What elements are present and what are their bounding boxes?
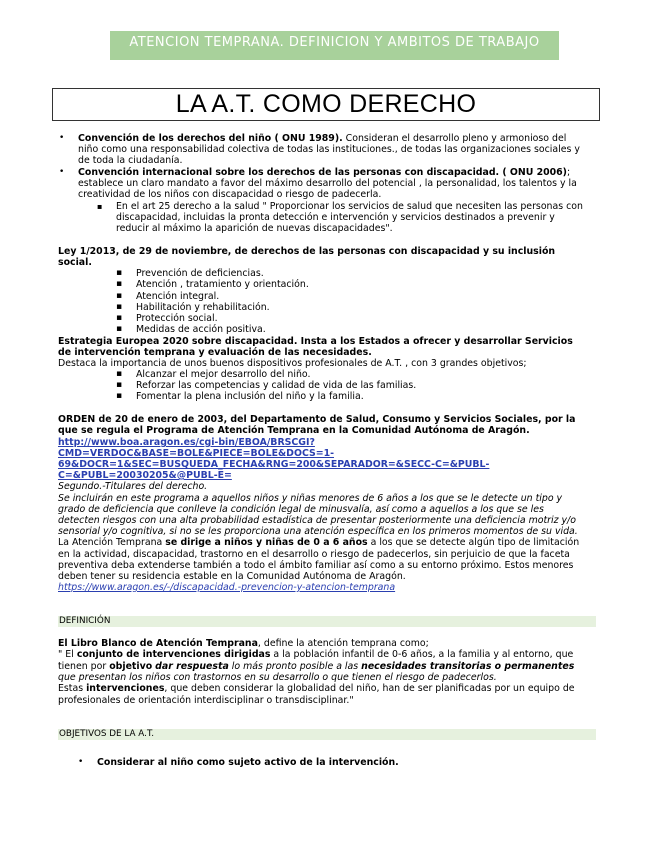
ley-line-2: social. <box>58 257 92 268</box>
bullet-square-icon: ▪ <box>116 268 123 278</box>
definicion-line-3: tienen por objetivo dar respuesta lo más pronto posible a las necesidades transitorias o permanentes <box>58 661 575 672</box>
conv-nino-line-3: de toda la ciudadanía. <box>78 155 183 166</box>
conv-disc-sub-3: reducir al máximo la aparición de nuevas discapacidades". <box>116 223 393 234</box>
ley-item: Medidas de acción positiva. <box>136 324 266 335</box>
ley-item: Atención integral. <box>136 291 220 302</box>
ley-item: Habilitación y rehabilitación. <box>136 302 270 313</box>
boa-link[interactable]: http://www.boa.aragon.es/cgi-bin/EBOA/BRSCGI? <box>58 437 315 448</box>
banner-text: ATENCION TEMPRANA. DEFINICION Y AMBITOS DE TRABAJO <box>129 35 540 50</box>
estrategia-line-3: Destaca la importancia de unos buenos dispositivos profesionales de A.T. , con 3 grandes objetivos; <box>58 358 527 369</box>
bullet-square-icon: ▪ <box>97 202 103 211</box>
estrategia-item: Alcanzar el mejor desarrollo del niño. <box>136 369 311 380</box>
definicion-line-4: que presentan los niños con trastornos en su desarrollo o que tienen el riesgo de padecerlos. <box>58 672 497 683</box>
definicion-line-1: El Libro Blanco de Atención Temprana, define la atención temprana como; <box>58 638 429 649</box>
orden-line-2: que se regula el Programa de Atención Temprana en la Comunidad Autónoma de Aragón. <box>58 425 530 436</box>
bullet-dot-icon: • <box>59 133 65 143</box>
orden-italic-line: grado de deficiencia que conlleve la condición legal de minusvalía, así como a aquellos a los que se les <box>58 504 544 515</box>
orden-segundo: Segundo.-Titulares del derecho. <box>58 481 208 492</box>
conv-nino-line-1: Convención de los derechos del niño ( ONU 1989). Consideran el desarrollo pleno y armonioso del <box>78 133 567 144</box>
orden-para-line-2: en la actividad, discapacidad, trastorno en el desarrollo o riesgo de padecerlos, sin perjuicio de que la faceta <box>58 549 570 560</box>
orden-para-line-4: deben tener su residencia estable en la Comunidad Autónoma de Aragón. <box>58 571 406 582</box>
orden-line-1: ORDEN de 20 de enero de 2003, del Departamento de Salud, Consumo y Servicios Sociales, por la <box>58 414 576 425</box>
page-title: LA A.T. COMO DERECHO <box>175 90 477 118</box>
document-banner <box>110 31 559 60</box>
conv-disc-line-2: establece un claro mandato a favor del máximo desarrollo del potencial , la personalidad, los talentos y la <box>78 178 577 189</box>
orden-italic-line: sensorial y/o cognitiva, si no se les proporciona una atención específica en los primeros momentos de su vida. <box>58 526 578 537</box>
bullet-dot-icon: • <box>78 757 84 767</box>
definicion-line-6: profesionales de orientación interdisciplinar o transdisciplinar." <box>58 695 354 706</box>
ley-line-1: Ley 1/2013, de 29 de noviembre, de derechos de las personas con discapacidad y su inclusión <box>58 246 556 257</box>
objetivos-section-header: OBJETIVOS DE LA A.T. <box>58 729 596 740</box>
bullet-square-icon: ▪ <box>116 313 123 323</box>
page-title-box <box>52 88 600 121</box>
boa-link[interactable]: C=&PUBL=20030205&@PUBL-E= <box>58 470 232 481</box>
definicion-section-header: DEFINICIÓN <box>58 616 596 627</box>
bullet-square-icon: ▪ <box>116 324 123 334</box>
aragon-link[interactable]: https://www.aragon.es/-/discapacidad.-prevencion-y-atencion-temprana <box>58 582 396 593</box>
ley-item: Protección social. <box>136 313 218 324</box>
bullet-square-icon: ▪ <box>116 279 123 289</box>
orden-para-line-3: preventiva deba extenderse también a todo el ámbito familiar así como a su entorno próximo. Estos menores <box>58 560 574 571</box>
conv-disc-line-1: Convención internacional sobre los derechos de las personas con discapacidad. ( ONU 2006); <box>78 167 571 178</box>
bullet-square-icon: ▪ <box>116 302 123 312</box>
bullet-square-icon: ▪ <box>116 369 123 379</box>
bullet-square-icon: ▪ <box>116 391 123 401</box>
ley-item: Atención , tratamiento y orientación. <box>136 279 309 290</box>
estrategia-item: Reforzar las competencias y calidad de vida de las familias. <box>136 380 417 391</box>
boa-link[interactable]: CMD=VERDOC&BASE=BOLE&PIECE=BOLE&DOCS=1- <box>58 448 335 459</box>
bullet-square-icon: ▪ <box>116 291 123 301</box>
objetivos-item: Considerar al niño como sujeto activo de la intervención. <box>97 757 399 768</box>
conv-disc-sub-1: En el art 25 derecho a la salud " Proporcionar los servicios de salud que necesiten las personas con <box>116 201 583 212</box>
conv-disc-sub-2: discapacidad, incluidas la pronta detección e intervención y servicios destinados a prevenir y <box>116 212 555 223</box>
orden-italic-line: detecten riesgos con una alta probabilidad estadística de presentar posteriormente una deficiencia motriz y/o <box>58 515 576 526</box>
conv-nino-line-2: niño como una responsabilidad colectiva de todas las instituciones., de todas las organizaciones sociales y <box>78 144 580 155</box>
estrategia-line-1: Estrategia Europea 2020 sobre discapacidad. Insta a los Estados a ofrecer y desarrollar Servicios <box>58 336 573 347</box>
ley-item: Prevención de deficiencias. <box>136 268 264 279</box>
bullet-square-icon: ▪ <box>116 380 123 390</box>
estrategia-item: Fomentar la plena inclusión del niño y la familia. <box>136 391 364 402</box>
definicion-line-2: " El conjunto de intervenciones dirigidas a la población infantil de 0-6 años, a la familia y al entorno, que <box>58 649 574 660</box>
conv-disc-line-3: creatividad de los niños con discapacidad o riesgo de padecerla. <box>78 189 382 200</box>
definicion-line-5: Estas intervenciones, que deben considerar la globalidad del niño, han de ser planificadas por un equipo de <box>58 683 575 694</box>
estrategia-line-2: de intervención temprana y evaluación de las necesidades. <box>58 347 372 358</box>
boa-link[interactable]: 69&DOCR=1&SEC=BUSQUEDA_FECHA&RNG=200&SEPARADOR=&SECC-C=&PUBL- <box>58 459 490 470</box>
orden-italic-line: Se incluirán en este programa a aquellos niños y niñas menores de 6 años a los que se le detecte un tipo y <box>58 493 563 504</box>
bullet-dot-icon: • <box>59 167 65 177</box>
orden-para-line-1: La Atención Temprana se dirige a niños y niñas de 0 a 6 años a los que se detecte algún tipo de limitación <box>58 537 580 548</box>
